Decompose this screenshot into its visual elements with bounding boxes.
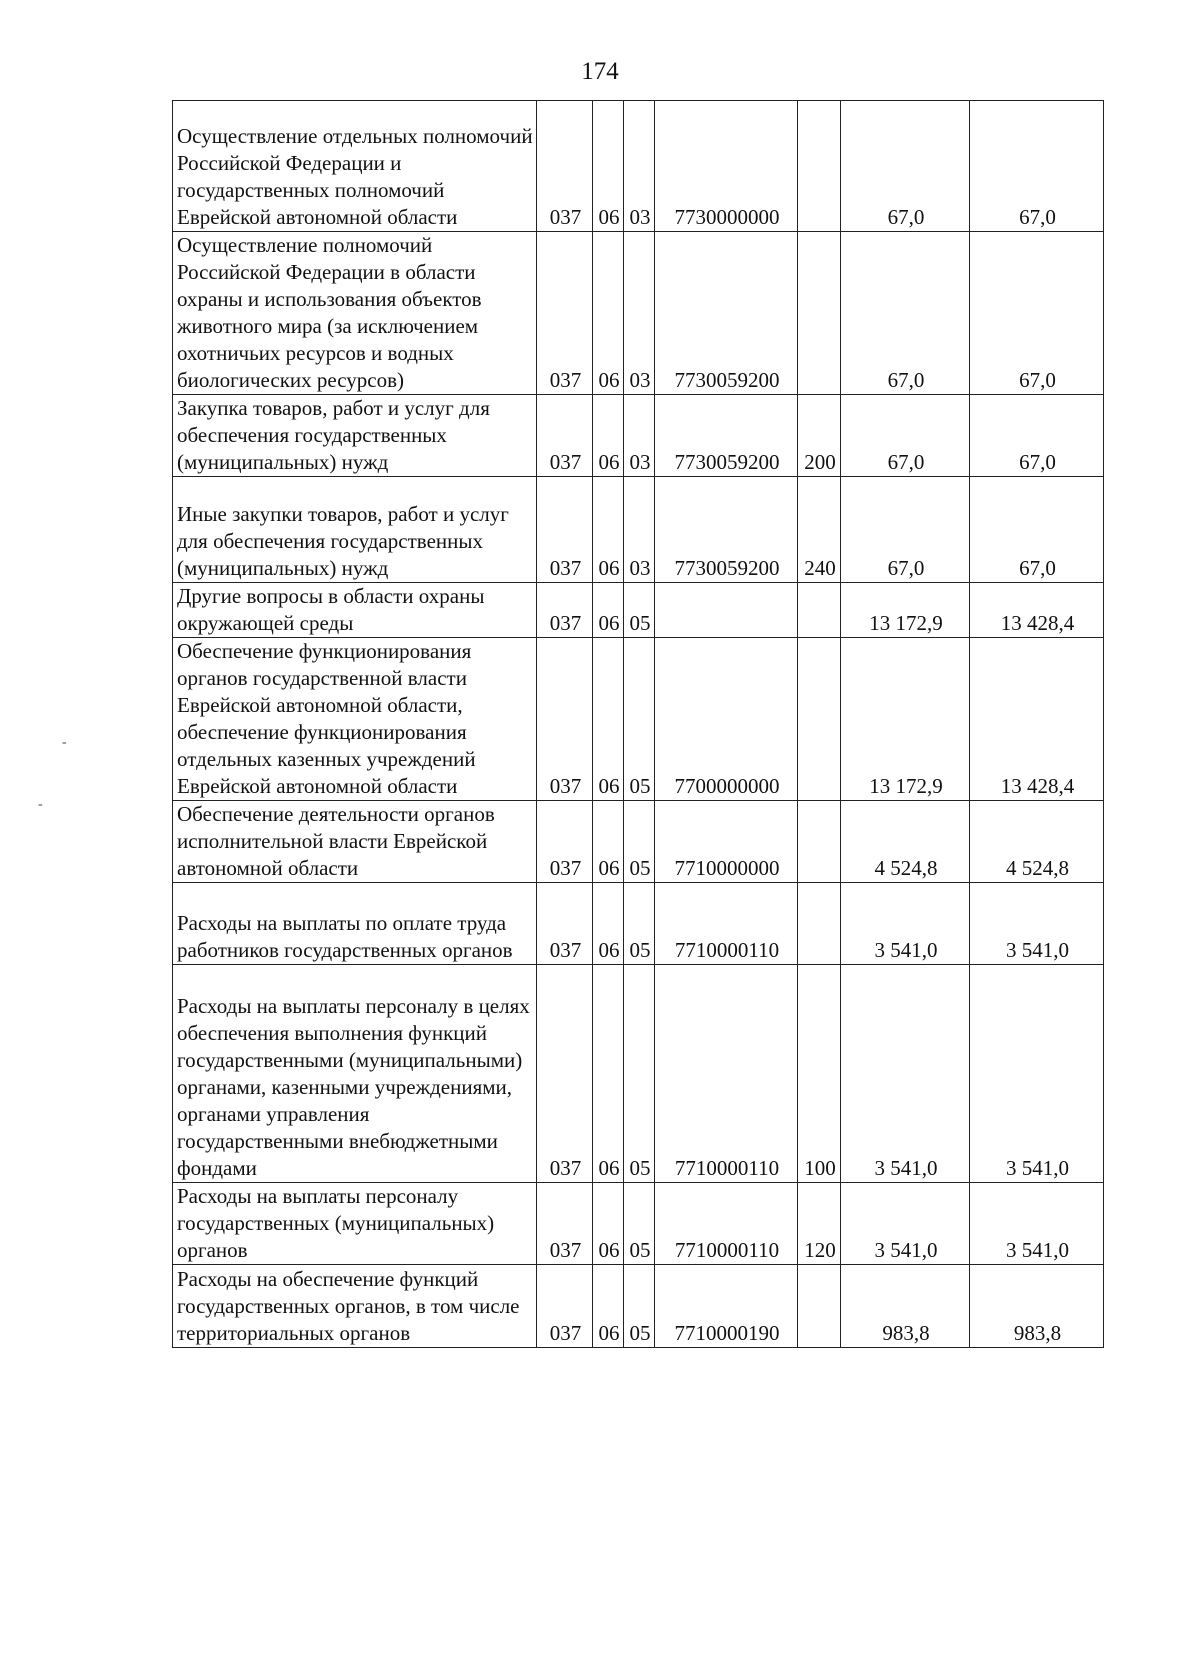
amount-year-1: 13 172,9: [841, 638, 970, 801]
amount-year-1: 3 541,0: [841, 883, 970, 965]
target-code: 7710000110: [655, 883, 798, 965]
expense-kind-code: [798, 232, 841, 395]
section-code: 06: [593, 1265, 624, 1348]
amount-year-2: 13 428,4: [970, 583, 1104, 638]
amount-year-2: 67,0: [970, 232, 1104, 395]
amount-year-2: 13 428,4: [970, 638, 1104, 801]
row-name: Расходы на выплаты персоналу в целях обеспечения выполнения функций государственными (муниципальными) органами, казенными учреждениями, органами управления государственными внебюджетными фондами: [173, 965, 537, 1183]
section-code: 06: [593, 1183, 624, 1265]
amount-year-2: 983,8: [970, 1265, 1104, 1348]
expense-kind-code: [798, 883, 841, 965]
expense-kind-code: 240: [798, 477, 841, 583]
subsection-code: 03: [624, 395, 655, 477]
row-name: Обеспечение функционирования органов государственной власти Еврейской автономной области, обеспечение функционирования отдельных казенных учреждений Еврейской автономной области: [173, 638, 537, 801]
section-code: 06: [593, 232, 624, 395]
amount-year-2: 67,0: [970, 477, 1104, 583]
section-code: 06: [593, 801, 624, 883]
row-name: Расходы на выплаты персоналу государственных (муниципальных) органов: [173, 1183, 537, 1265]
expense-kind-code: 200: [798, 395, 841, 477]
table-row: [173, 1265, 1104, 1348]
subsection-code: 05: [624, 638, 655, 801]
amount-year-1: 67,0: [841, 477, 970, 583]
admin-code: 037: [537, 801, 593, 883]
row-name: Иные закупки товаров, работ и услуг для обеспечения государственных (муниципальных) нужд: [173, 477, 537, 583]
admin-code: 037: [537, 477, 593, 583]
admin-code: 037: [537, 101, 593, 232]
amount-year-2: 67,0: [970, 395, 1104, 477]
target-code: [655, 583, 798, 638]
table-row: [173, 883, 1104, 965]
amount-year-1: 3 541,0: [841, 1183, 970, 1265]
expense-kind-code: 100: [798, 965, 841, 1183]
expense-kind-code: [798, 583, 841, 638]
amount-year-1: 67,0: [841, 232, 970, 395]
row-name: Осуществление отдельных полномочий Российской Федерации и государственных полномочий Еврейской автономной области: [173, 101, 537, 232]
table-row: [173, 101, 1104, 232]
subsection-code: 03: [624, 101, 655, 232]
amount-year-2: 3 541,0: [970, 883, 1104, 965]
amount-year-1: 13 172,9: [841, 583, 970, 638]
table-row: [173, 801, 1104, 883]
amount-year-2: 67,0: [970, 101, 1104, 232]
target-code: 7710000190: [655, 1265, 798, 1348]
scan-speck: -: [38, 797, 43, 812]
subsection-code: 05: [624, 883, 655, 965]
expense-kind-code: 120: [798, 1183, 841, 1265]
amount-year-2: 3 541,0: [970, 1183, 1104, 1265]
amount-year-1: 4 524,8: [841, 801, 970, 883]
expense-kind-code: [798, 1265, 841, 1348]
subsection-code: 05: [624, 801, 655, 883]
target-code: 7730059200: [655, 232, 798, 395]
row-name: Осуществление полномочий Российской Федерации в области охраны и использования объектов животного мира (за исключением охотничьих ресурсов и водных биологических ресурсов): [173, 232, 537, 395]
table-row: [173, 638, 1104, 801]
table-row: [173, 395, 1104, 477]
section-code: 06: [593, 965, 624, 1183]
section-code: 06: [593, 395, 624, 477]
subsection-code: 05: [624, 965, 655, 1183]
subsection-code: 03: [624, 232, 655, 395]
expense-kind-code: [798, 101, 841, 232]
amount-year-1: 3 541,0: [841, 965, 970, 1183]
section-code: 06: [593, 583, 624, 638]
section-code: 06: [593, 101, 624, 232]
target-code: 7700000000: [655, 638, 798, 801]
admin-code: 037: [537, 883, 593, 965]
table-row: [173, 232, 1104, 395]
section-code: 06: [593, 638, 624, 801]
subsection-code: 05: [624, 1183, 655, 1265]
page-number: 174: [581, 58, 619, 85]
target-code: 7710000110: [655, 1183, 798, 1265]
expense-kind-code: [798, 638, 841, 801]
target-code: 7730059200: [655, 477, 798, 583]
admin-code: 037: [537, 583, 593, 638]
admin-code: 037: [537, 638, 593, 801]
amount-year-1: 67,0: [841, 101, 970, 232]
target-code: 7710000110: [655, 965, 798, 1183]
target-code: 7730059200: [655, 395, 798, 477]
subsection-code: 05: [624, 583, 655, 638]
admin-code: 037: [537, 1183, 593, 1265]
amount-year-1: 983,8: [841, 1265, 970, 1348]
admin-code: 037: [537, 965, 593, 1183]
budget-table: [172, 100, 1104, 1348]
table-row: [173, 965, 1104, 1183]
admin-code: 037: [537, 395, 593, 477]
scan-speck: -: [62, 735, 67, 750]
table-row: [173, 1183, 1104, 1265]
amount-year-2: 3 541,0: [970, 965, 1104, 1183]
target-code: 7710000000: [655, 801, 798, 883]
subsection-code: 05: [624, 1265, 655, 1348]
target-code: 7730000000: [655, 101, 798, 232]
subsection-code: 03: [624, 477, 655, 583]
row-name: Другие вопросы в области охраны окружающей среды: [173, 583, 537, 638]
row-name: Закупка товаров, работ и услуг для обеспечения государственных (муниципальных) нужд: [173, 395, 537, 477]
admin-code: 037: [537, 1265, 593, 1348]
section-code: 06: [593, 477, 624, 583]
row-name: Обеспечение деятельности органов исполнительной власти Еврейской автономной области: [173, 801, 537, 883]
table-row: [173, 477, 1104, 583]
row-name: Расходы на обеспечение функций государственных органов, в том числе территориальных органов: [173, 1265, 537, 1348]
admin-code: 037: [537, 232, 593, 395]
table-row: [173, 583, 1104, 638]
expense-kind-code: [798, 801, 841, 883]
row-name: Расходы на выплаты по оплате труда работников государственных органов: [173, 883, 537, 965]
amount-year-1: 67,0: [841, 395, 970, 477]
section-code: 06: [593, 883, 624, 965]
amount-year-2: 4 524,8: [970, 801, 1104, 883]
